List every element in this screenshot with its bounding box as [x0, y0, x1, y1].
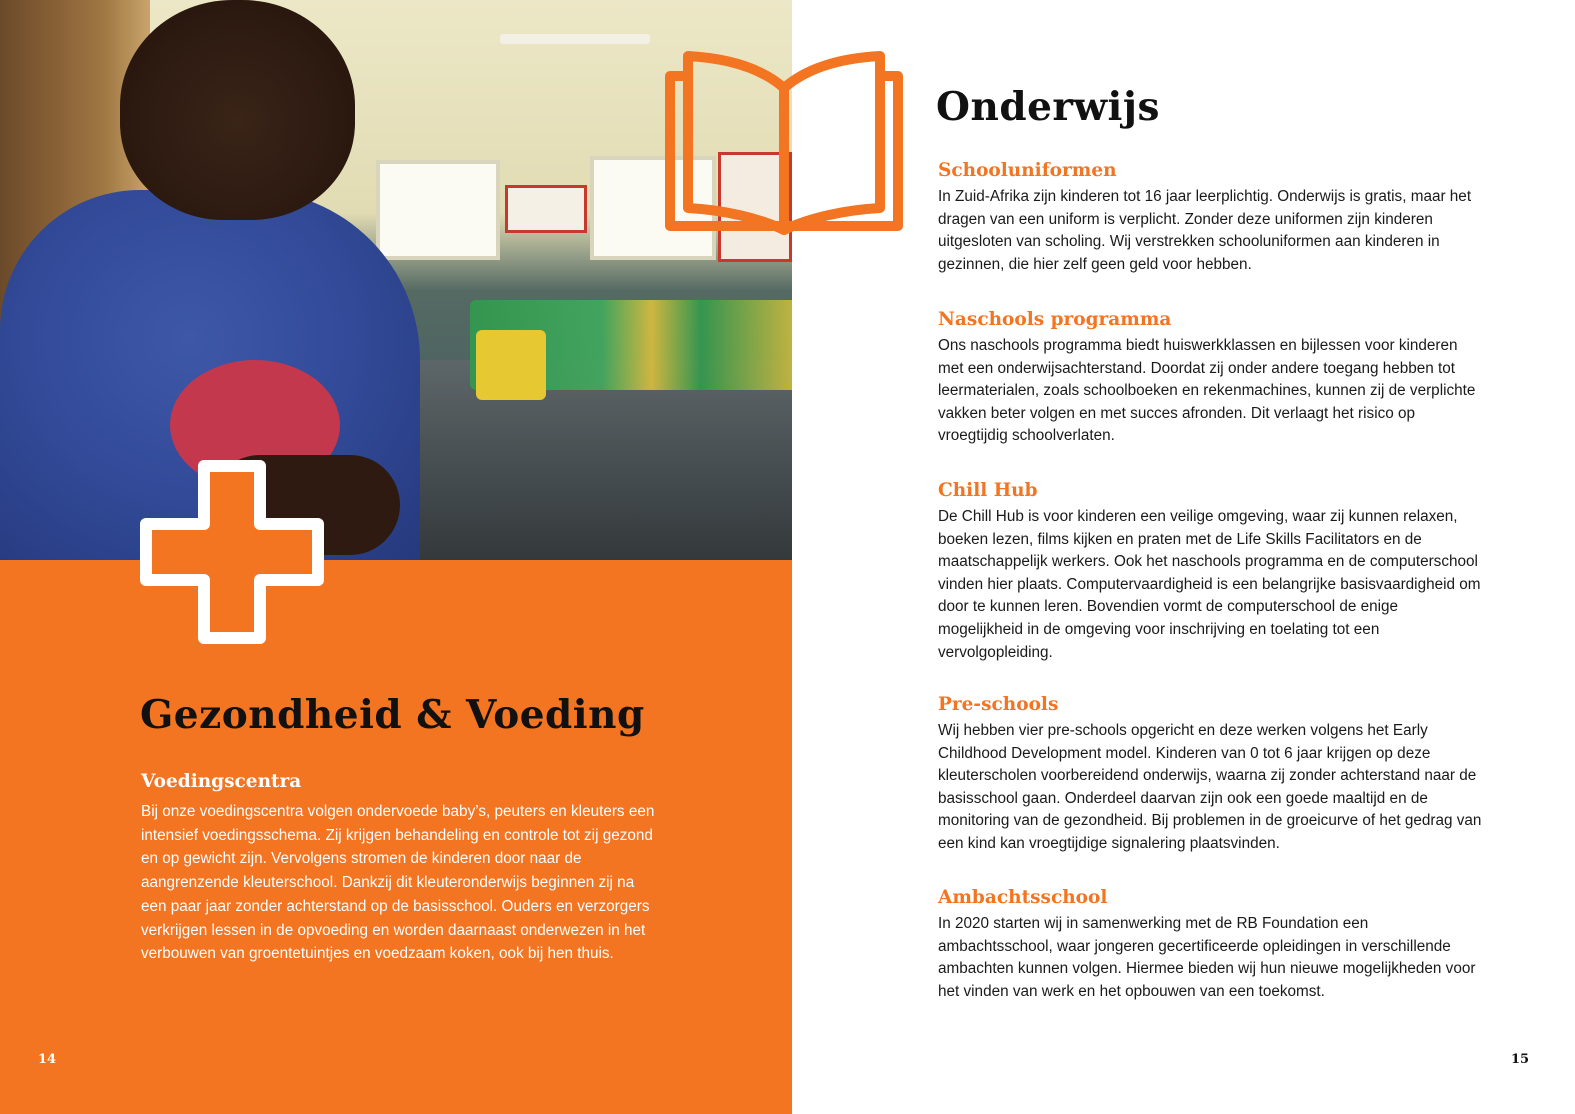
section-body: Wij hebben vier pre-schools opgericht en deze werken volgens het Early Childhood Development model. Kinderen van 0 tot 6 jaar krijgen op deze kleuterscholen voorbereidend onderwijs, waarna zij zonder achterstand naar de basisschool gaan. Onderdeel daarvan zijn ook een goede maaltijd en de monitoring van de gezondheid. Bij problemen in de groeicurve of het gedrag van een kind kan vroegtijdige signalering plaatsvinden. [938, 722, 1482, 852]
section-body: In Zuid-Afrika zijn kinderen tot 16 jaar leerplichtig. Onderwijs is gratis, maar het dragen van een uniform is verplicht. Zonder deze uniformen zijn kinderen uitgesloten van scholing. Wij verstrekken schooluniformen aan kinderen in gezinnen, die hier zelf geen geld voor hebben. [938, 188, 1472, 273]
cross-icon [140, 460, 324, 644]
section-ambachtsschool [938, 887, 1483, 1003]
photo-child-head [120, 0, 355, 220]
section-heading: Ambachtsschool [938, 887, 1108, 908]
section-heading: Naschools programma [938, 309, 1172, 330]
section-pre-schools [938, 694, 1483, 856]
book-icon [664, 48, 904, 236]
photo-ceiling-light [500, 34, 650, 44]
section-body: Ons naschools programma biedt huiswerkklassen en bijlessen voor kinderen met een onderwijsachterstand. Doordat zij onder andere toegang hebben tot leermaterialen, zoals schoolboeken en rekenmachines, kunnen zij de verplichte vakken beter volgen en met succes afronden. Dit verlaagt het risico op vroegtijdig schoolverlaten. [938, 337, 1476, 445]
section-body: De Chill Hub is voor kinderen een veilige omgeving, waar zij kunnen relaxen, boeken lezen, films kijken en praten met de Life Skills Facilitators en de maatschappelijk werkers. Ook het naschools programma en de computerschool vinden hier plaats. Computervaardigheid is een belangrijke basisvaardigheid om door te kunnen leren. Bovendien vormt de computerschool de enige mogelijkheid in de omgeving voor inschrijving en toelating tot een vervolgopleiding. [938, 508, 1481, 661]
health-subtitle: Voedingscentra [141, 771, 302, 792]
photo-chairs [476, 330, 546, 400]
section-naschools-programma [938, 309, 1483, 448]
section-chill-hub [938, 480, 1483, 664]
health-body: Bij onze voedingscentra volgen ondervoede baby’s, peuters en kleuters een intensief voedingsschema. Zij krijgen behandeling en controle tot zij gezond en op gewicht zijn. Vervolgens stromen de kinderen door naar de aangrenzende kleuterschool. Dankzij dit kleuteronderwijs beginnen zij na een paar jaar zonder achterstand op de basisschool. Ouders en verzorgers verkrijgen lessen in de opvoeding en worden daarnaast onderwezen in het verbouwen van groentetuintjes en voedzaam koken, ook bij hen thuis. [141, 803, 655, 963]
page-number: 14 [38, 1052, 57, 1067]
section-heading: Schooluniformen [938, 160, 1117, 181]
onderwijs-title: Onderwijs [936, 84, 1160, 130]
section-heading: Chill Hub [938, 480, 1038, 501]
section-schooluniformen [938, 160, 1483, 276]
photo-window [376, 160, 500, 260]
photo-poster [505, 185, 587, 233]
section-heading: Pre-schools [938, 694, 1059, 715]
page-number: 15 [1511, 1052, 1530, 1067]
health-title: Gezondheid & Voeding [140, 692, 645, 738]
section-body: In 2020 starten wij in samenwerking met de RB Foundation een ambachtsschool, waar jongeren gecertificeerde opleidingen in verschillende ambachten kunnen volgen. Hiermee bieden wij hun nieuwe mogelijkheden voor het vinden van werk en het opbouwen van een toekomst. [938, 915, 1476, 1000]
